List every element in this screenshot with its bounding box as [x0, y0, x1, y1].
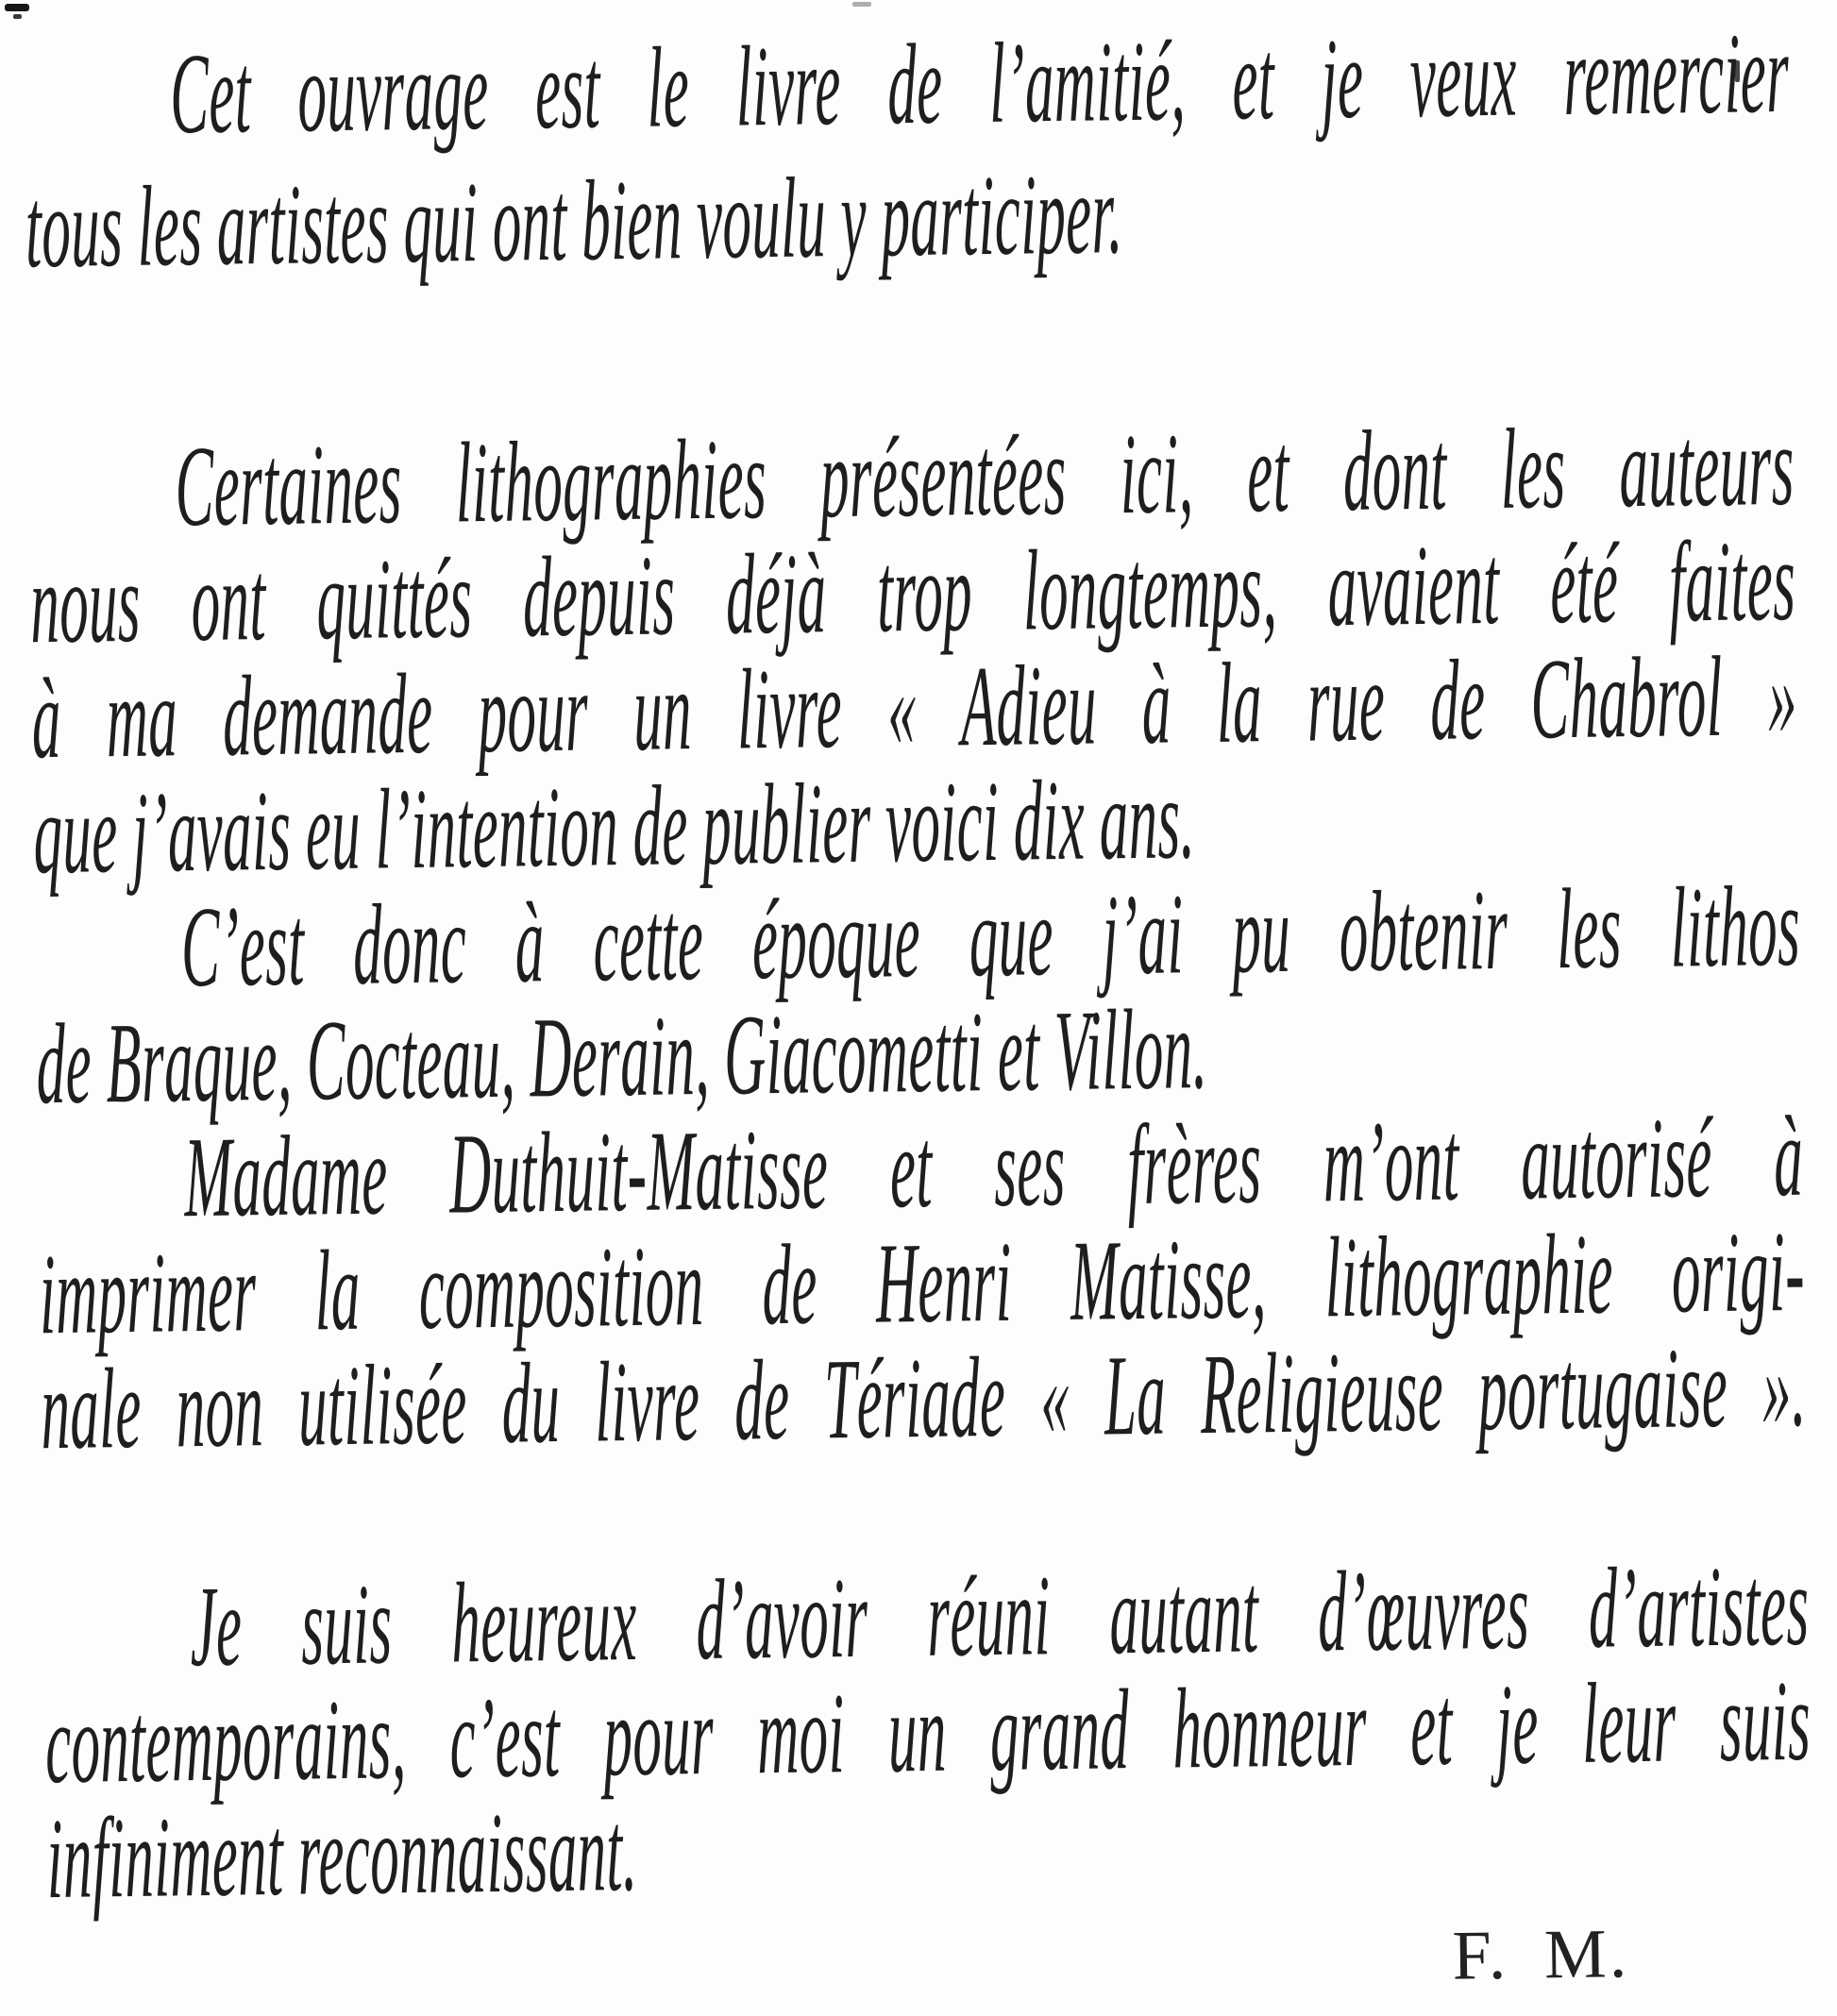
scan-speck — [13, 14, 22, 19]
paragraph-2-line-3: à ma demande pour un livre « Adieu à la rue de Chabrol » — [30, 631, 1798, 783]
paragraph-5-line-1: Je suis heureux d’avoir réuni autant d’œuvres d’artistes — [189, 1541, 1811, 1691]
paragraph-2 — [28, 401, 1799, 899]
scan-speck — [852, 2, 871, 7]
paragraph-1-line-2: tous les artistes qui ont bien voulu y participer. — [25, 150, 1124, 293]
paragraph-2-line-4: que j’avais eu l’intention de publier voici dix ans. — [32, 755, 1196, 899]
page-text-block — [23, 8, 1813, 2016]
paragraph-4-line-2: imprimer la composition de Henri Matisse, lithographie origi- — [38, 1207, 1806, 1359]
paragraph-2-line-1: Certaines lithographies présentées ici, et dont les auteurs — [174, 401, 1795, 551]
paragraph-1 — [23, 8, 1792, 294]
paragraph-2-line-2: nous ont quittés depuis déjà trop longtemps, avaient été faites — [29, 516, 1796, 668]
paragraph-3 — [34, 862, 1802, 1129]
paragraph-4-line-1: Madame Duthuit-Matisse et ses frères m’ont autorisé à — [183, 1092, 1804, 1242]
paragraph-3-line-2: de Braque, Cocteau, Derain, Giacometti et Villon. — [35, 985, 1208, 1129]
paragraph-5-line-3: infiniment reconnaissant. — [45, 1787, 638, 1924]
paragraph-4-line-3: nale non utilisée du livre de Tériade « La Religieuse portugaise ». — [40, 1322, 1808, 1474]
paragraph-5 — [43, 1541, 1813, 1924]
paragraph-3-line-1: C’est donc à cette époque que j’ai pu obtenir les lithos — [180, 862, 1801, 1012]
paragraph-5-line-2: contemporains, c’est pour moi un grand honneur et je leur suis — [44, 1656, 1812, 1808]
paragraph-1-line-1: Cet ouvrage est le livre de l’amitié, et je veux remercier — [169, 8, 1790, 159]
scan-speck — [5, 4, 29, 11]
signature-initials: F. M. — [1451, 1915, 1630, 1995]
paragraph-4 — [37, 1092, 1808, 1474]
